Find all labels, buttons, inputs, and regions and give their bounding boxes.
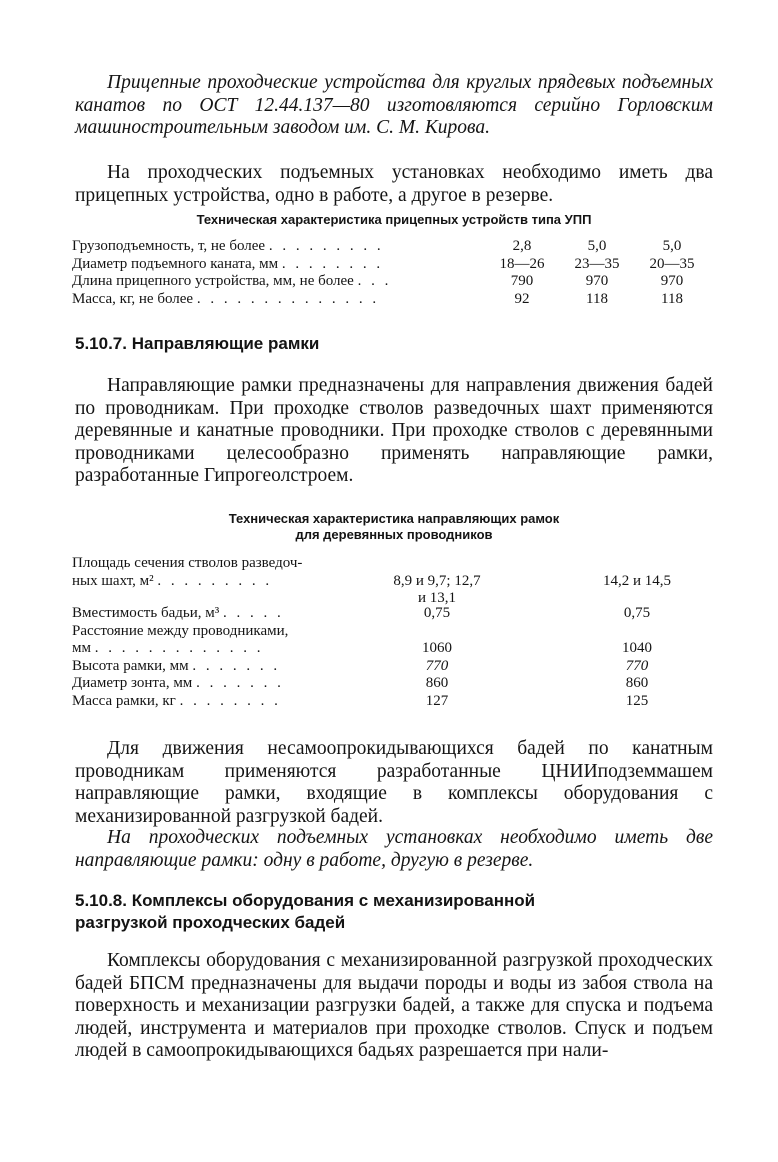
table-row bbox=[72, 623, 712, 658]
value-cell: 1060 bbox=[422, 640, 452, 656]
value-cell: 118 bbox=[586, 290, 608, 307]
value-cell: 970 bbox=[585, 273, 609, 289]
value-cell: 0,75 bbox=[623, 605, 651, 621]
value-cell: 14,2 и 14,5 bbox=[602, 572, 672, 589]
value-cell: 790 bbox=[510, 273, 534, 289]
row-label: Длина прицепного устройства, мм, не более . . . bbox=[72, 273, 392, 289]
value-cell: 970 bbox=[660, 273, 684, 289]
row-label: Вместимость бадьи, м³ . . . . . bbox=[72, 605, 284, 621]
table-row bbox=[72, 693, 712, 711]
row-label: Расстояние между проводниками, bbox=[72, 622, 289, 639]
section-heading-guide-frames: 5.10.7. Направляющие рамки bbox=[75, 334, 320, 353]
paragraph-rope-guides: Для движения несамоопрокидывающихся бадей по канатным проводникам применяются разработанные ЦНИИподземмашем направляющие рамки, входящие в комплексы оборудования с механизированной разгрузкой бадей. bbox=[75, 738, 713, 827]
value-cell: 8,9 и 9,7; 12,7 bbox=[393, 572, 481, 589]
table-row bbox=[72, 605, 712, 623]
row-label: мм . . . . . . . . . . . . . bbox=[72, 640, 264, 656]
value-cell: 92 bbox=[514, 290, 530, 307]
value-cell: 860 bbox=[625, 675, 649, 691]
row-label: ных шахт, м² . . . . . . . . . bbox=[72, 572, 273, 589]
value-cell: и 13,1 bbox=[417, 590, 457, 606]
value-cell: 125 bbox=[625, 692, 649, 709]
value-cell: 5,0 bbox=[587, 238, 607, 254]
row-label: Площадь сечения стволов разведоч- bbox=[72, 555, 303, 571]
table-row bbox=[72, 256, 712, 274]
value-cell: 2,8 bbox=[512, 238, 532, 254]
value-cell: 20—35 bbox=[649, 255, 695, 272]
table-row bbox=[72, 555, 712, 606]
table2-caption: Техническая характеристика направляющих рамок для деревянных проводников bbox=[228, 511, 560, 542]
value-cell: 1040 bbox=[622, 640, 652, 656]
row-label: Грузоподъемность, т, не более . . . . . . . . . bbox=[72, 238, 384, 254]
table-row bbox=[72, 291, 712, 309]
value-cell: 23—35 bbox=[574, 255, 620, 272]
table-row bbox=[72, 658, 712, 676]
paragraph-guide-frames: Направляющие рамки предназначены для направления движения бадей по проводникам. При проходке стволов разведочных шахт применяются деревянные и канатные проводники. При проходке стволов с деревянными проводниками целесообразно применять направляющие рамки, разработанные Гипрогеолстроем. bbox=[75, 375, 713, 486]
paragraph-two-guide-frames: На проходческих подъемных установках необходимо иметь две направляющие рамки: одну в работе, другую в резерве. bbox=[75, 827, 713, 871]
section-heading-equipment-complexes: 5.10.8. Комплексы оборудования с механизированной разгрузкой проходческих бадей bbox=[75, 891, 536, 932]
row-label: Диаметр подъемного каната, мм . . . . . . . . bbox=[72, 255, 384, 272]
value-cell: 770 bbox=[625, 657, 649, 674]
row-label: Масса, кг, не более . . . . . . . . . . . . . . bbox=[72, 290, 380, 307]
value-cell: 5,0 bbox=[662, 238, 682, 254]
paragraph-bpsm-complexes: Комплексы оборудования с механизированной разгрузкой проходческих бадей БПСМ предназначены для выдачи породы и воды из забоя ствола на поверхность и механизации разгрузки бадей, а также для спуска и подъема людей, инструмента и материалов при проходке стволов. Спуск и подъем людей в самоопрокидывающихся бадьях разрешается при нали- bbox=[75, 950, 713, 1061]
paragraph-hitch-devices: Прицепные проходческие устройства для круглых прядевых подъемных канатов по ОСТ 12.44.137—80 изготовляются серийно Горловским машиностроительным заводом им. С. М. Кирова. bbox=[75, 72, 713, 138]
table-guide-frame-specs bbox=[72, 555, 712, 710]
table-upp-specs bbox=[72, 238, 712, 310]
row-label: Диаметр зонта, мм . . . . . . . bbox=[72, 675, 284, 691]
table-row bbox=[72, 675, 712, 693]
paragraph-two-hitch-devices: На проходческих подъемных установках необходимо иметь два прицепных устройства, одно в работе, а другое в резерве. bbox=[75, 162, 713, 206]
table-row bbox=[72, 238, 712, 256]
value-cell: 18—26 bbox=[499, 255, 545, 272]
table1-caption: Техническая характеристика прицепных устройств типа УПП bbox=[196, 212, 592, 227]
table-row bbox=[72, 273, 712, 291]
row-label: Высота рамки, мм . . . . . . . bbox=[72, 657, 281, 674]
row-label: Масса рамки, кг . . . . . . . . bbox=[72, 692, 281, 709]
value-cell: 127 bbox=[425, 692, 449, 709]
value-cell: 770 bbox=[425, 657, 449, 674]
value-cell: 860 bbox=[425, 675, 449, 691]
value-cell: 118 bbox=[661, 290, 683, 307]
value-cell: 0,75 bbox=[423, 605, 451, 621]
